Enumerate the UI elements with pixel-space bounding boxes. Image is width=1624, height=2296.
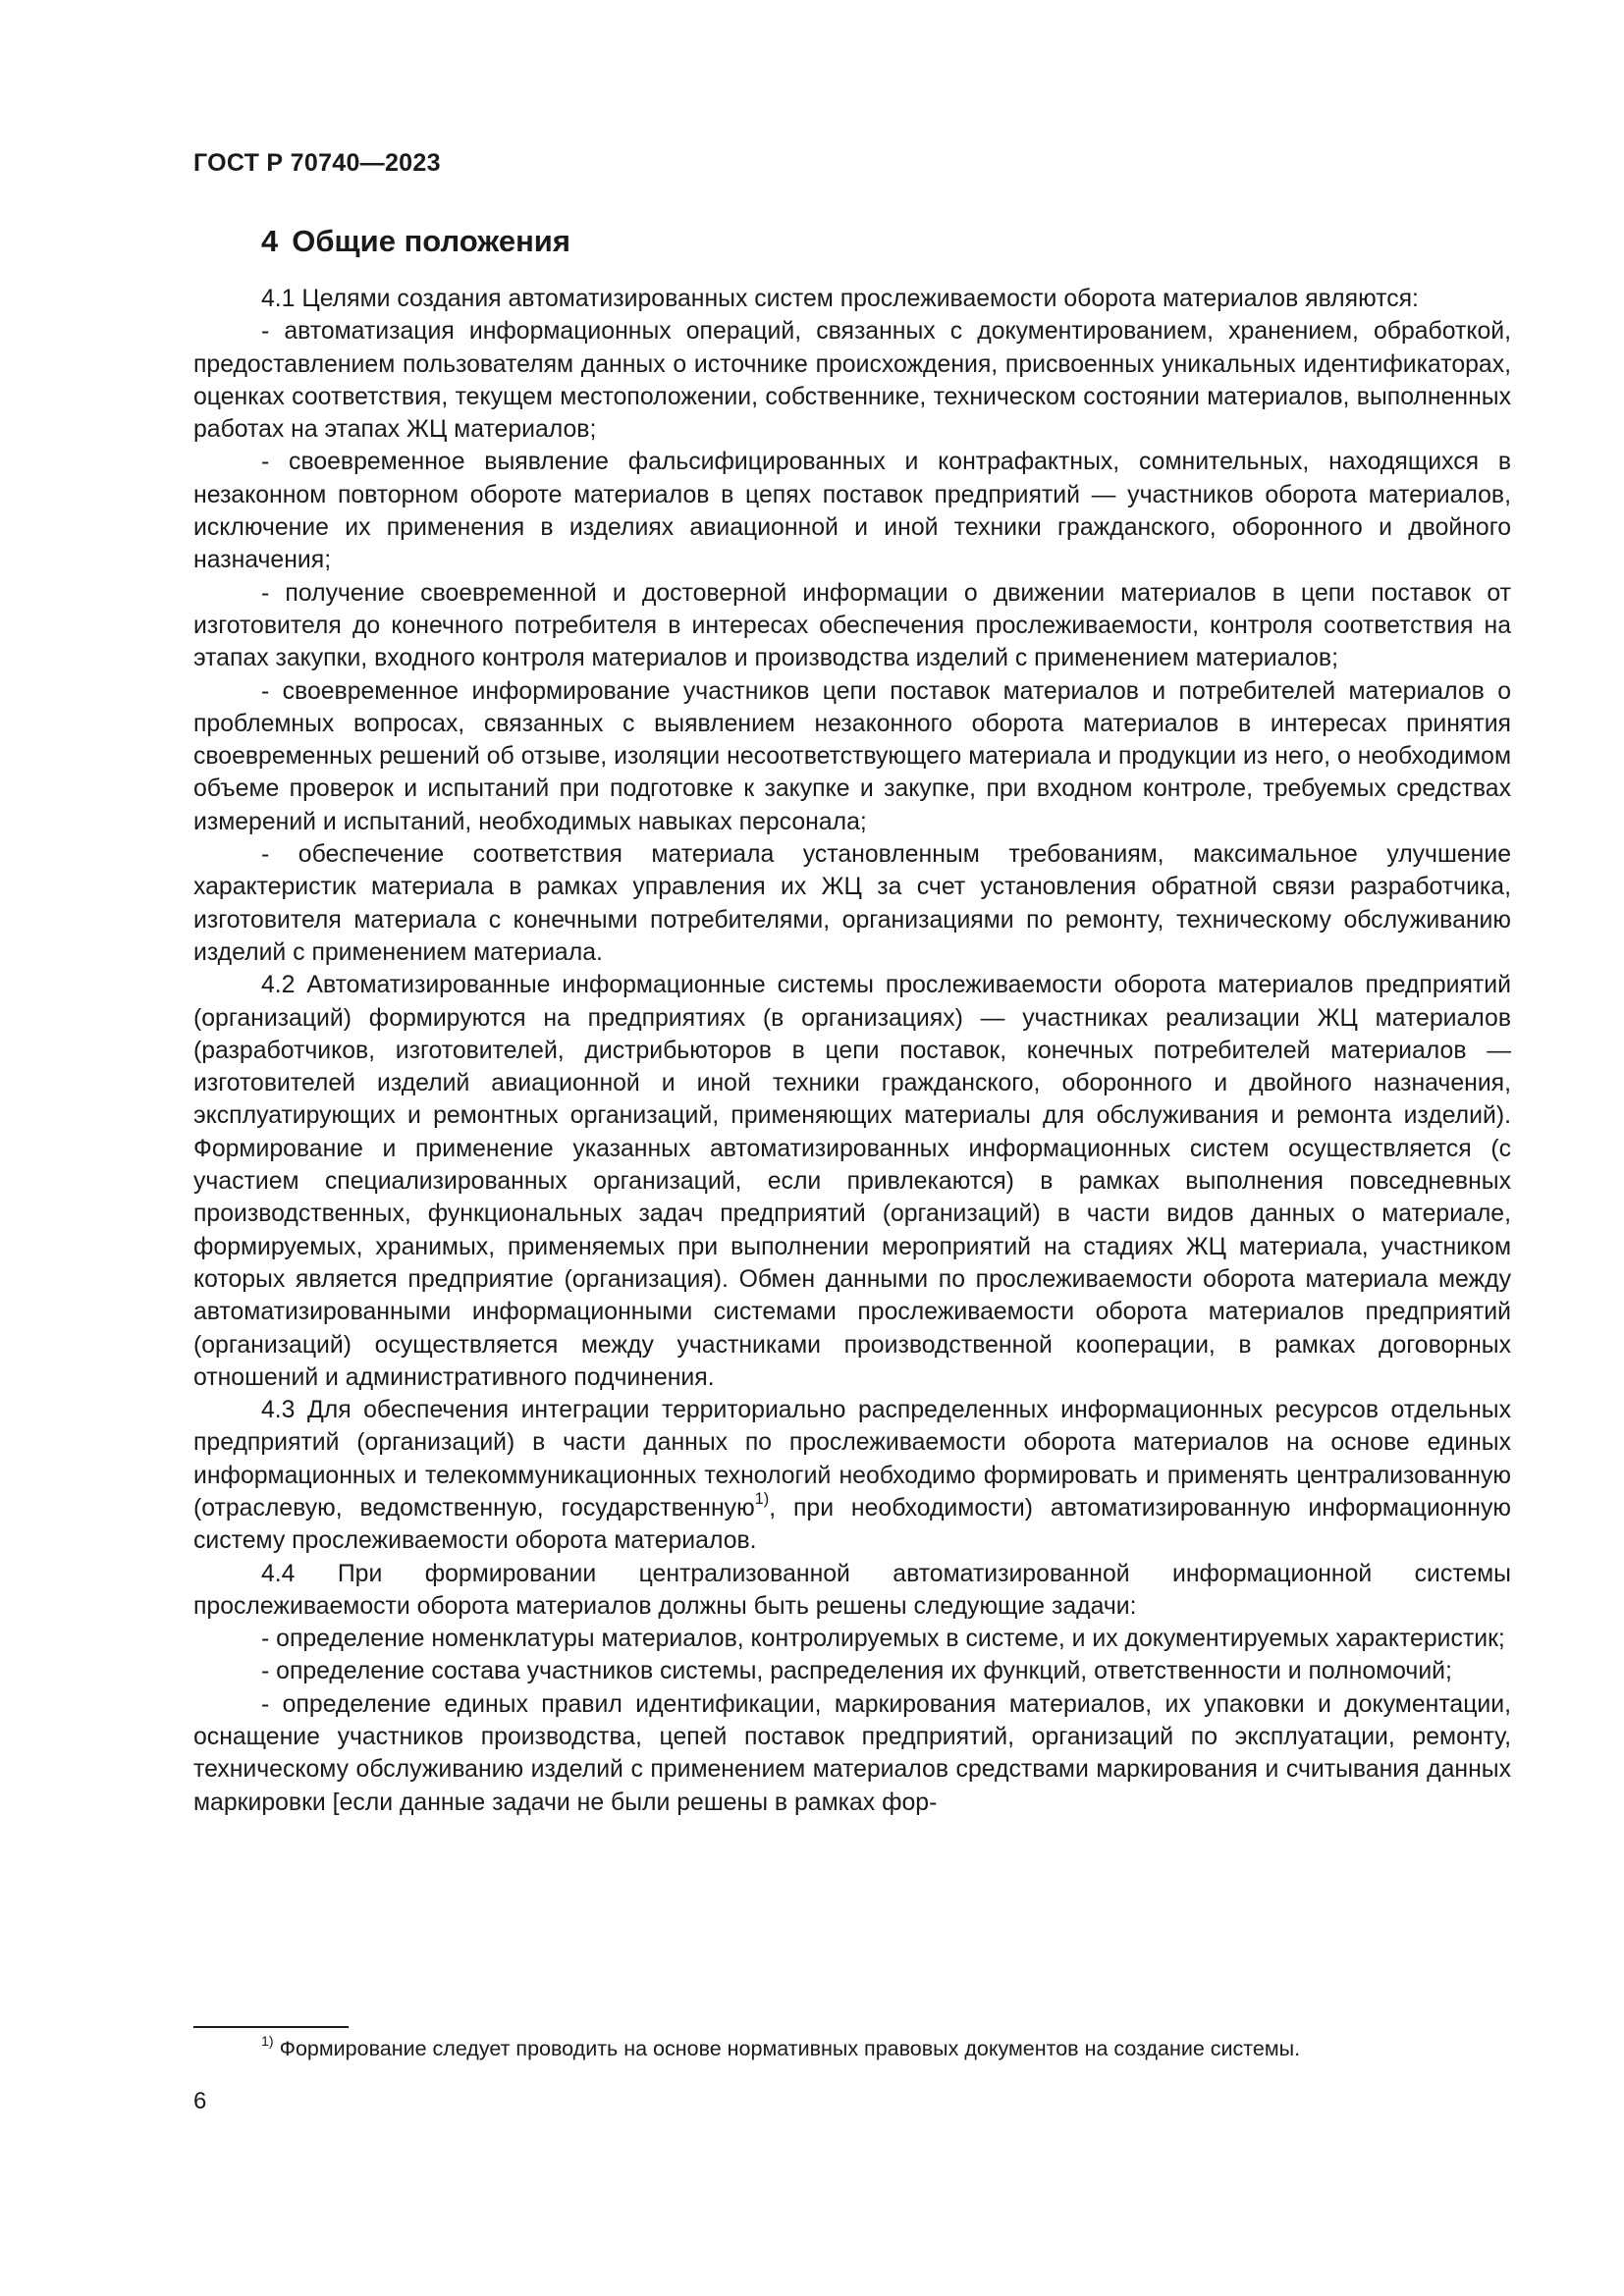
list-item: - обеспечение соответствия материала установленным требованиям, максимальное улучшение характеристик материала в рамках управления их ЖЦ за счет установления обратной связи разработчика, изготовителя материала с конечными потребителями, организациями по ремонту, техническому обслуживанию изделий с применением материала.: [193, 841, 1511, 966]
footnote-marker: 1): [261, 2033, 274, 2050]
footnote-divider: [193, 2026, 349, 2028]
list-item: - определение состава участников системы, распределения их функций, ответственности и полномочий;: [261, 1658, 1452, 1685]
paragraph-4-3-text-end: , при необходимости) автоматизированную информационную систему прослеживаемости оборота материалов.: [193, 1494, 1511, 1555]
list-item: - автоматизация информационных операций, связанных с документированием, хранением, обработкой, предоставлением пользователям данных о источнике происхождения, присвоенных уникальных идентификаторах, оценках соответствия, текущем местоположении, собственнике, техническом состоянии материалов, выполненных работах на этапах ЖЦ материалов;: [193, 318, 1511, 444]
list-item: - своевременное информирование участников цепи поставок материалов и потребителей материалов о проблемных вопросах, связанных с выявлением незаконного оборота материалов в интересах принятия своевременных решений об отзыве, изоляции несоответствующего материала и продукции из него, о необходимом объеме проверок и испытаний при подготовке к закупке и закупке, при входном контроле, требуемых средствах измерений и испытаний, необходимых навыках персонала;: [193, 677, 1511, 835]
section-heading: Общие положения: [292, 224, 570, 258]
footnote: [261, 2034, 1511, 2063]
paragraph-4-1: 4.1 Целями создания автоматизированных систем прослеживаемости оборота материалов являются:: [261, 286, 1419, 312]
section-title: [261, 224, 570, 259]
body-text: [193, 283, 1511, 1819]
document-header: ГОСТ Р 70740—2023: [193, 149, 441, 177]
footnote-reference[interactable]: 1): [754, 1490, 770, 1509]
paragraph-4-3-text: 4.3 Для обеспечения интеграции территориально распределенных информационных ресурсов отдельных предприятий (организаций) в части данных по прослеживаемости оборота материалов на основе единых информационных и телекоммуникационных технологий необходимо формировать и применять централизованную (отраслевую, ведомственную, государственную: [193, 1397, 1511, 1522]
section-number: 4: [261, 224, 279, 258]
footnote-text: Формирование следует проводить на основе нормативных правовых документов на создание системы.: [279, 2037, 1301, 2060]
list-item: - определение номенклатуры материалов, контролируемых в системе, и их документируемых характеристик;: [261, 1626, 1505, 1653]
page-number: 6: [193, 2088, 207, 2114]
list-item: - получение своевременной и достоверной информации о движении материалов в цепи поставок от изготовителя до конечного потребителя в интересах обеспечения прослеживаемости, контроля соответствия на этапах закупки, входного контроля материалов и производства изделий с применением материалов;: [193, 579, 1511, 672]
list-item: - определение единых правил идентификации, маркирования материалов, их упаковки и документации, оснащение участников производства, цепей поставок предприятий, организаций по эксплуатации, ремонту, техническому обслуживанию изделий с применением материалов средствами маркирования и считывания данных маркировки [если данные задачи не были решены в рамках фор-: [193, 1690, 1511, 1816]
paragraph-4-4: 4.4 При формировании централизованной автоматизированной информационной системы прослеживаемости оборота материалов должны быть решены следующие задачи:: [193, 1560, 1511, 1620]
paragraph-4-3: [193, 1394, 1511, 1557]
paragraph-4-2: 4.2 Автоматизированные информационные системы прослеживаемости оборота материалов предприятий (организаций) формируются на предприятиях (в организациях) — участниках реализации ЖЦ материалов (разработчиков, изготовителей, дистрибьюторов в цепи поставок, конечных потребителей материалов — изготовителей изделий авиационной и иной техники гражданского, оборонного и двойного назначения, эксплуатирующих и ремонтных организаций, применяющих материалы для обслуживания и ремонта изделий). Формирование и применение указанных автоматизированных информационных систем осуществляется (с участием специализированных организаций, если привлекаются) в рамках выполнения повседневных производственных, функциональных задач предприятий (организаций) в части видов данных о материале, формируемых, хранимых, применяемых при выполнении мероприятий на стадиях ЖЦ материала, участником которых является предприятие (организация). Обмен данными по прослеживаемости оборота материала между автоматизированными информационными системами прослеживаемости оборота материалов предприятий (организаций) осуществляется между участниками производственной кооперации, в рамках договорных отношений и административного подчинения.: [193, 972, 1511, 1391]
list-item: - своевременное выявление фальсифицированных и контрафактных, сомнительных, находящихся в незаконном повторном обороте материалов в цепях поставок предприятий — участников оборота материалов, исключение их применения в изделиях авиационной и иной техники гражданского, оборонного и двойного назначения;: [193, 449, 1511, 574]
